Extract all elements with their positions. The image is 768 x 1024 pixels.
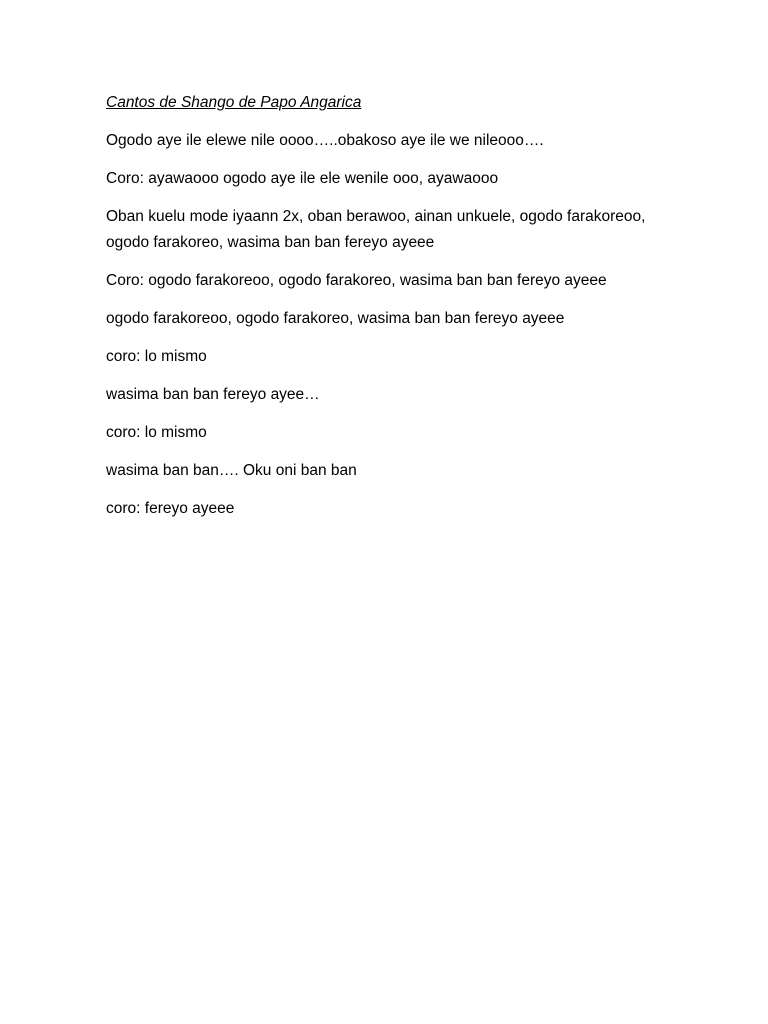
lyric-line: Ogodo aye ile elewe nile oooo…..obakoso aye ile we nileooo…. — [106, 132, 544, 149]
chorus-line: Coro: ogodo farakoreoo, ogodo farakoreo, wasima ban ban fereyo ayeee — [106, 272, 607, 289]
lyric-line: wasima ban ban fereyo ayee… — [106, 386, 320, 403]
chorus-line: coro: lo mismo — [106, 348, 207, 365]
lyric-line: Oban kuelu mode iyaann 2x, oban berawoo, ainan unkuele, ogodo farakoreoo, ogodo farakoreo, wasima ban ban fereyo ayeee — [106, 208, 646, 251]
lyric-line: ogodo farakoreoo, ogodo farakoreo, wasima ban ban fereyo ayeee — [106, 310, 565, 327]
chorus-line: coro: fereyo ayeee — [106, 500, 235, 517]
chorus-line: coro: lo mismo — [106, 424, 207, 441]
document-title: Cantos de Shango de Papo Angarica — [106, 94, 362, 111]
lyric-line: wasima ban ban…. Oku oni ban ban — [106, 462, 357, 479]
chorus-line: Coro: ayawaooo ogodo aye ile ele wenile ooo, ayawaooo — [106, 170, 499, 187]
document-body — [106, 90, 666, 534]
